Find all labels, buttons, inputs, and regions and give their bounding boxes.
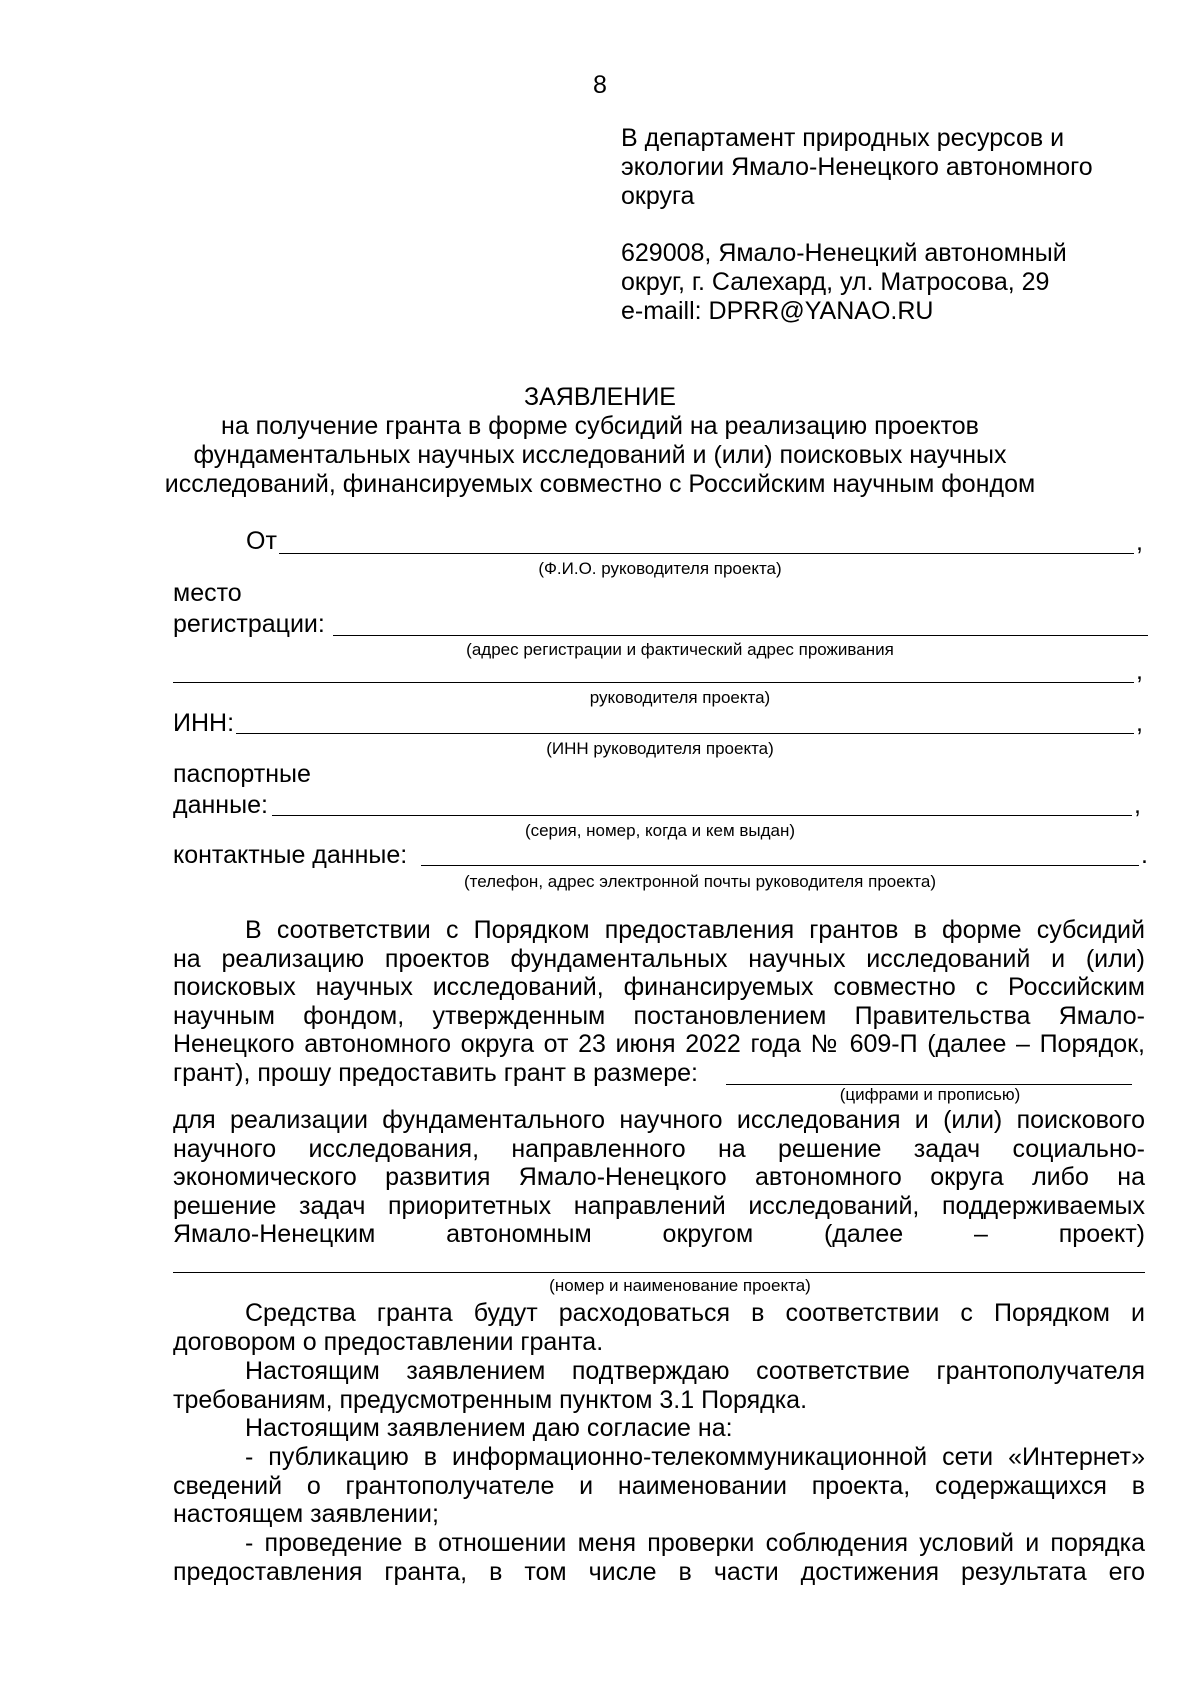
paragraph-line: Ямало-Ненецким автономным округом (далее – проект) xyxy=(173,1220,1145,1249)
paragraph-line: научного исследования, направленного на решение задач социально- xyxy=(173,1134,1145,1163)
contacts-period: . xyxy=(1141,841,1148,869)
passport-comma: , xyxy=(1134,791,1141,819)
paragraph-line: решение задач приоритетных направлений исследований, поддерживаемых xyxy=(173,1191,1145,1220)
inn-field[interactable] xyxy=(236,733,1134,734)
address-line: 629008, Ямало-Ненецкий автономный xyxy=(621,239,1067,267)
paragraph-line: на реализацию проектов фундаментальных научных исследований и (или) xyxy=(173,944,1145,973)
paragraph-line: требованиям, предусмотренным пунктом 3.1 Порядка. xyxy=(173,1385,808,1414)
paragraph-line: предоставления гранта, в том числе в части достижения результата его xyxy=(173,1557,1145,1586)
registration-label: место xyxy=(173,579,242,607)
page-number: 8 xyxy=(593,71,607,99)
paragraph-line: поисковых научных исследований, финансируемых совместно с Российским xyxy=(173,973,1145,1002)
addressee-line: В департамент природных ресурсов и xyxy=(621,124,1065,152)
title-line: исследований, финансируемых совместно с Российским научным фондом xyxy=(164,470,1036,498)
registration-label: регистрации: xyxy=(173,610,325,638)
title-heading: ЗАЯВЛЕНИЕ xyxy=(523,383,676,411)
registration-comma: , xyxy=(1136,657,1143,685)
addressee-address xyxy=(621,239,1141,326)
inn-label: ИНН: xyxy=(173,709,235,737)
paragraph-line: Настоящим заявлением даю согласие на: xyxy=(245,1414,733,1442)
address-email: e-maill: DPRR@YANAO.RU xyxy=(621,297,934,325)
addressee-line: экологии Ямало-Ненецкого автономного xyxy=(621,153,1093,181)
paragraph-line: научным фондом, утвержденным постановлением Правительства Ямало- xyxy=(173,1001,1145,1030)
passport-label: паспортные xyxy=(173,760,311,788)
inn-hint: (ИНН руководителя проекта) xyxy=(546,739,774,758)
title-line: фундаментальных научных исследований и (или) поисковых научных xyxy=(193,441,1007,469)
passport-label: данные: xyxy=(173,791,268,819)
paragraph-funds xyxy=(173,1299,1145,1356)
paragraph-line: Настоящим заявлением подтверждаю соответствие грантополучателя xyxy=(245,1357,1145,1385)
registration-hint: руководителя проекта) xyxy=(589,688,771,707)
passport-field[interactable] xyxy=(272,815,1132,816)
paragraph-publication xyxy=(173,1443,1145,1529)
paragraph-inspection xyxy=(173,1529,1145,1586)
paragraph-line: Средства гранта будут расходоваться в соответствии с Порядком и xyxy=(245,1299,1145,1327)
from-label: От xyxy=(246,527,277,555)
addressee-block xyxy=(621,124,1141,211)
address-line: округ, г. Салехард, ул. Матросова, 29 xyxy=(621,268,1050,296)
project-hint: (номер и наименование проекта) xyxy=(549,1276,811,1295)
from-field[interactable] xyxy=(279,553,1134,554)
document-title xyxy=(120,383,1080,499)
paragraph-consent xyxy=(173,1414,1145,1443)
paragraph-line: договором о предоставлении гранта. xyxy=(173,1327,604,1356)
from-comma: , xyxy=(1136,528,1143,556)
paragraph-line: сведений о грантополучателе и наименовании проекта, содержащихся в xyxy=(173,1471,1145,1500)
paragraph-line: Ненецкого автономного округа от 23 июня 2022 года № 609-П (далее – Порядок, xyxy=(173,1030,1145,1059)
paragraph-line: - публикацию в информационно-телекоммуникационной сети «Интернет» xyxy=(245,1443,1145,1471)
inn-comma: , xyxy=(1136,709,1143,737)
passport-hint: (серия, номер, когда и кем выдан) xyxy=(524,821,796,840)
paragraph-line: экономического развития Ямало-Ненецкого автономного округа либо на xyxy=(173,1163,1145,1192)
contacts-label: контактные данные: xyxy=(173,841,408,869)
project-field[interactable] xyxy=(173,1272,1145,1273)
paragraph-compliance xyxy=(173,1357,1145,1414)
title-line: на получение гранта в форме субсидий на реализацию проектов xyxy=(221,412,979,440)
paragraph-procedure xyxy=(173,916,1145,1088)
registration-field-2[interactable] xyxy=(173,682,1134,683)
registration-hint: (адрес регистрации и фактический адрес проживания xyxy=(466,640,894,659)
contacts-field[interactable] xyxy=(421,865,1139,866)
paragraph-line: настоящем заявлении; xyxy=(173,1500,439,1529)
from-hint: (Ф.И.О. руководителя проекта) xyxy=(538,559,782,578)
paragraph-line: для реализации фундаментального научного исследования и (или) поискового xyxy=(173,1106,1145,1134)
paragraph-line: - проведение в отношении меня проверки соблюдения условий и порядка xyxy=(245,1529,1145,1557)
paragraph-line: В соответствии с Порядком предоставления грантов в форме субсидий xyxy=(245,916,1145,944)
contacts-hint: (телефон, адрес электронной почты руководителя проекта) xyxy=(463,872,937,891)
paragraph-purpose xyxy=(173,1106,1145,1249)
paragraph-line: грант), прошу предоставить грант в размере: xyxy=(173,1058,698,1087)
grant-amount-hint: (цифрами и прописью) xyxy=(839,1085,1021,1104)
addressee-line: округа xyxy=(621,182,695,210)
registration-field[interactable] xyxy=(333,635,1148,636)
